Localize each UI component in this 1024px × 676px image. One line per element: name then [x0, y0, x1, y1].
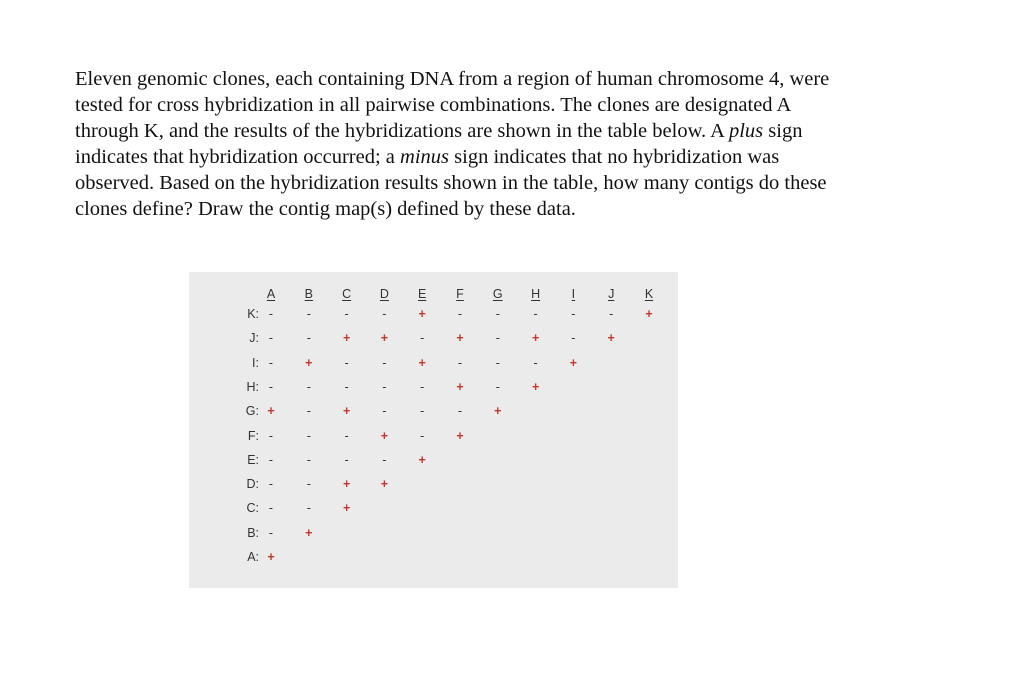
minus-sign: -: [306, 307, 311, 321]
row-label: H:: [246, 379, 259, 394]
row-label: J:: [249, 331, 259, 346]
plus-sign: +: [569, 355, 578, 370]
question-line: through K, and the results of the hybridizations are shown in the table below. A plus sign: [75, 120, 803, 142]
row-label: I:: [252, 355, 259, 370]
minus-sign: -: [609, 307, 614, 321]
hybridization-table: [189, 272, 678, 588]
plus-sign: +: [342, 477, 351, 492]
minus-sign: -: [268, 452, 274, 467]
plus-sign: +: [380, 428, 389, 443]
minus-sign: -: [306, 404, 311, 419]
column-header-g: G: [492, 287, 503, 301]
question-line: observed. Based on the hybridization results shown in the table, how many contigs do these: [75, 172, 827, 194]
plus-sign: +: [531, 331, 540, 346]
minus-sign: -: [457, 307, 463, 321]
plus-sign: +: [607, 331, 615, 346]
column-header-k: K: [644, 287, 654, 301]
minus-sign: -: [306, 428, 311, 443]
plus-sign: +: [342, 331, 351, 346]
plus-sign: +: [418, 307, 426, 321]
column-header-d: D: [379, 287, 389, 301]
question-line: Eleven genomic clones, each containing DNA from a region of human chromosome 4, were: [75, 68, 830, 90]
plus-sign: +: [342, 501, 351, 516]
minus-sign: -: [306, 501, 311, 516]
row-label: B:: [247, 525, 259, 540]
minus-sign: -: [268, 525, 274, 540]
minus-sign: -: [268, 331, 274, 346]
plus-sign: +: [380, 477, 389, 492]
plus-sign: +: [305, 355, 313, 370]
plus-sign: +: [456, 428, 464, 443]
plus-sign: +: [305, 525, 313, 540]
minus-sign: -: [571, 331, 576, 346]
row-label: A:: [247, 550, 259, 564]
plus-sign: +: [531, 379, 540, 394]
minus-sign: -: [495, 331, 500, 346]
column-header-i: I: [571, 287, 576, 301]
minus-sign: -: [382, 355, 387, 370]
plus-sign: +: [494, 404, 502, 419]
minus-sign: -: [306, 331, 311, 346]
minus-sign: -: [420, 379, 425, 394]
minus-sign: -: [382, 404, 387, 419]
plus-sign: +: [456, 379, 464, 394]
row-label: E:: [247, 452, 259, 467]
minus-sign: -: [420, 331, 425, 346]
plus-sign: +: [418, 452, 426, 467]
minus-sign: -: [306, 379, 311, 394]
emphasized-word: plus: [728, 120, 764, 142]
column-header-b: B: [304, 287, 313, 301]
row-label: F:: [247, 428, 259, 443]
column-header-h: H: [531, 287, 541, 301]
minus-sign: -: [420, 404, 425, 419]
column-header-c: C: [342, 287, 352, 301]
plus-sign: +: [418, 355, 426, 370]
minus-sign: -: [382, 452, 387, 467]
row-label: C:: [246, 501, 259, 516]
minus-sign: -: [268, 477, 274, 492]
minus-sign: -: [268, 379, 274, 394]
minus-sign: -: [533, 307, 538, 321]
row-label: D:: [246, 477, 259, 492]
question-line: indicates that hybridization occurred; a minus sign indicates that no hybridization was: [75, 146, 780, 168]
minus-sign: -: [457, 404, 463, 419]
question-line: clones define? Draw the contig map(s) defined by these data.: [75, 198, 576, 220]
minus-sign: -: [382, 307, 387, 321]
minus-sign: -: [268, 501, 274, 516]
column-header-j: J: [608, 287, 615, 301]
minus-sign: -: [382, 379, 387, 394]
minus-sign: -: [344, 379, 349, 394]
minus-sign: -: [344, 452, 349, 467]
minus-sign: -: [495, 379, 500, 394]
minus-sign: -: [344, 428, 349, 443]
minus-sign: -: [306, 477, 311, 492]
plus-sign: +: [645, 307, 653, 321]
column-header-f: F: [456, 287, 464, 301]
minus-sign: -: [344, 355, 349, 370]
plus-sign: +: [267, 550, 275, 564]
minus-sign: -: [306, 452, 311, 467]
plus-sign: +: [342, 404, 351, 419]
question-text: [75, 66, 925, 222]
minus-sign: -: [268, 428, 274, 443]
column-header-a: A: [266, 287, 276, 301]
plus-sign: +: [267, 404, 275, 419]
minus-sign: -: [571, 307, 576, 321]
minus-sign: -: [495, 307, 500, 321]
column-header-e: E: [418, 287, 427, 301]
row-label: G:: [245, 404, 259, 419]
minus-sign: -: [495, 355, 500, 370]
plus-sign: +: [456, 331, 464, 346]
minus-sign: -: [420, 428, 425, 443]
minus-sign: -: [268, 307, 274, 321]
minus-sign: -: [344, 307, 349, 321]
minus-sign: -: [268, 355, 274, 370]
row-label: K:: [247, 307, 259, 321]
question-line: tested for cross hybridization in all pairwise combinations. The clones are designated A: [75, 94, 792, 116]
emphasized-word: minus: [400, 146, 450, 168]
minus-sign: -: [457, 355, 463, 370]
minus-sign: -: [533, 355, 538, 370]
plus-sign: +: [380, 331, 389, 346]
